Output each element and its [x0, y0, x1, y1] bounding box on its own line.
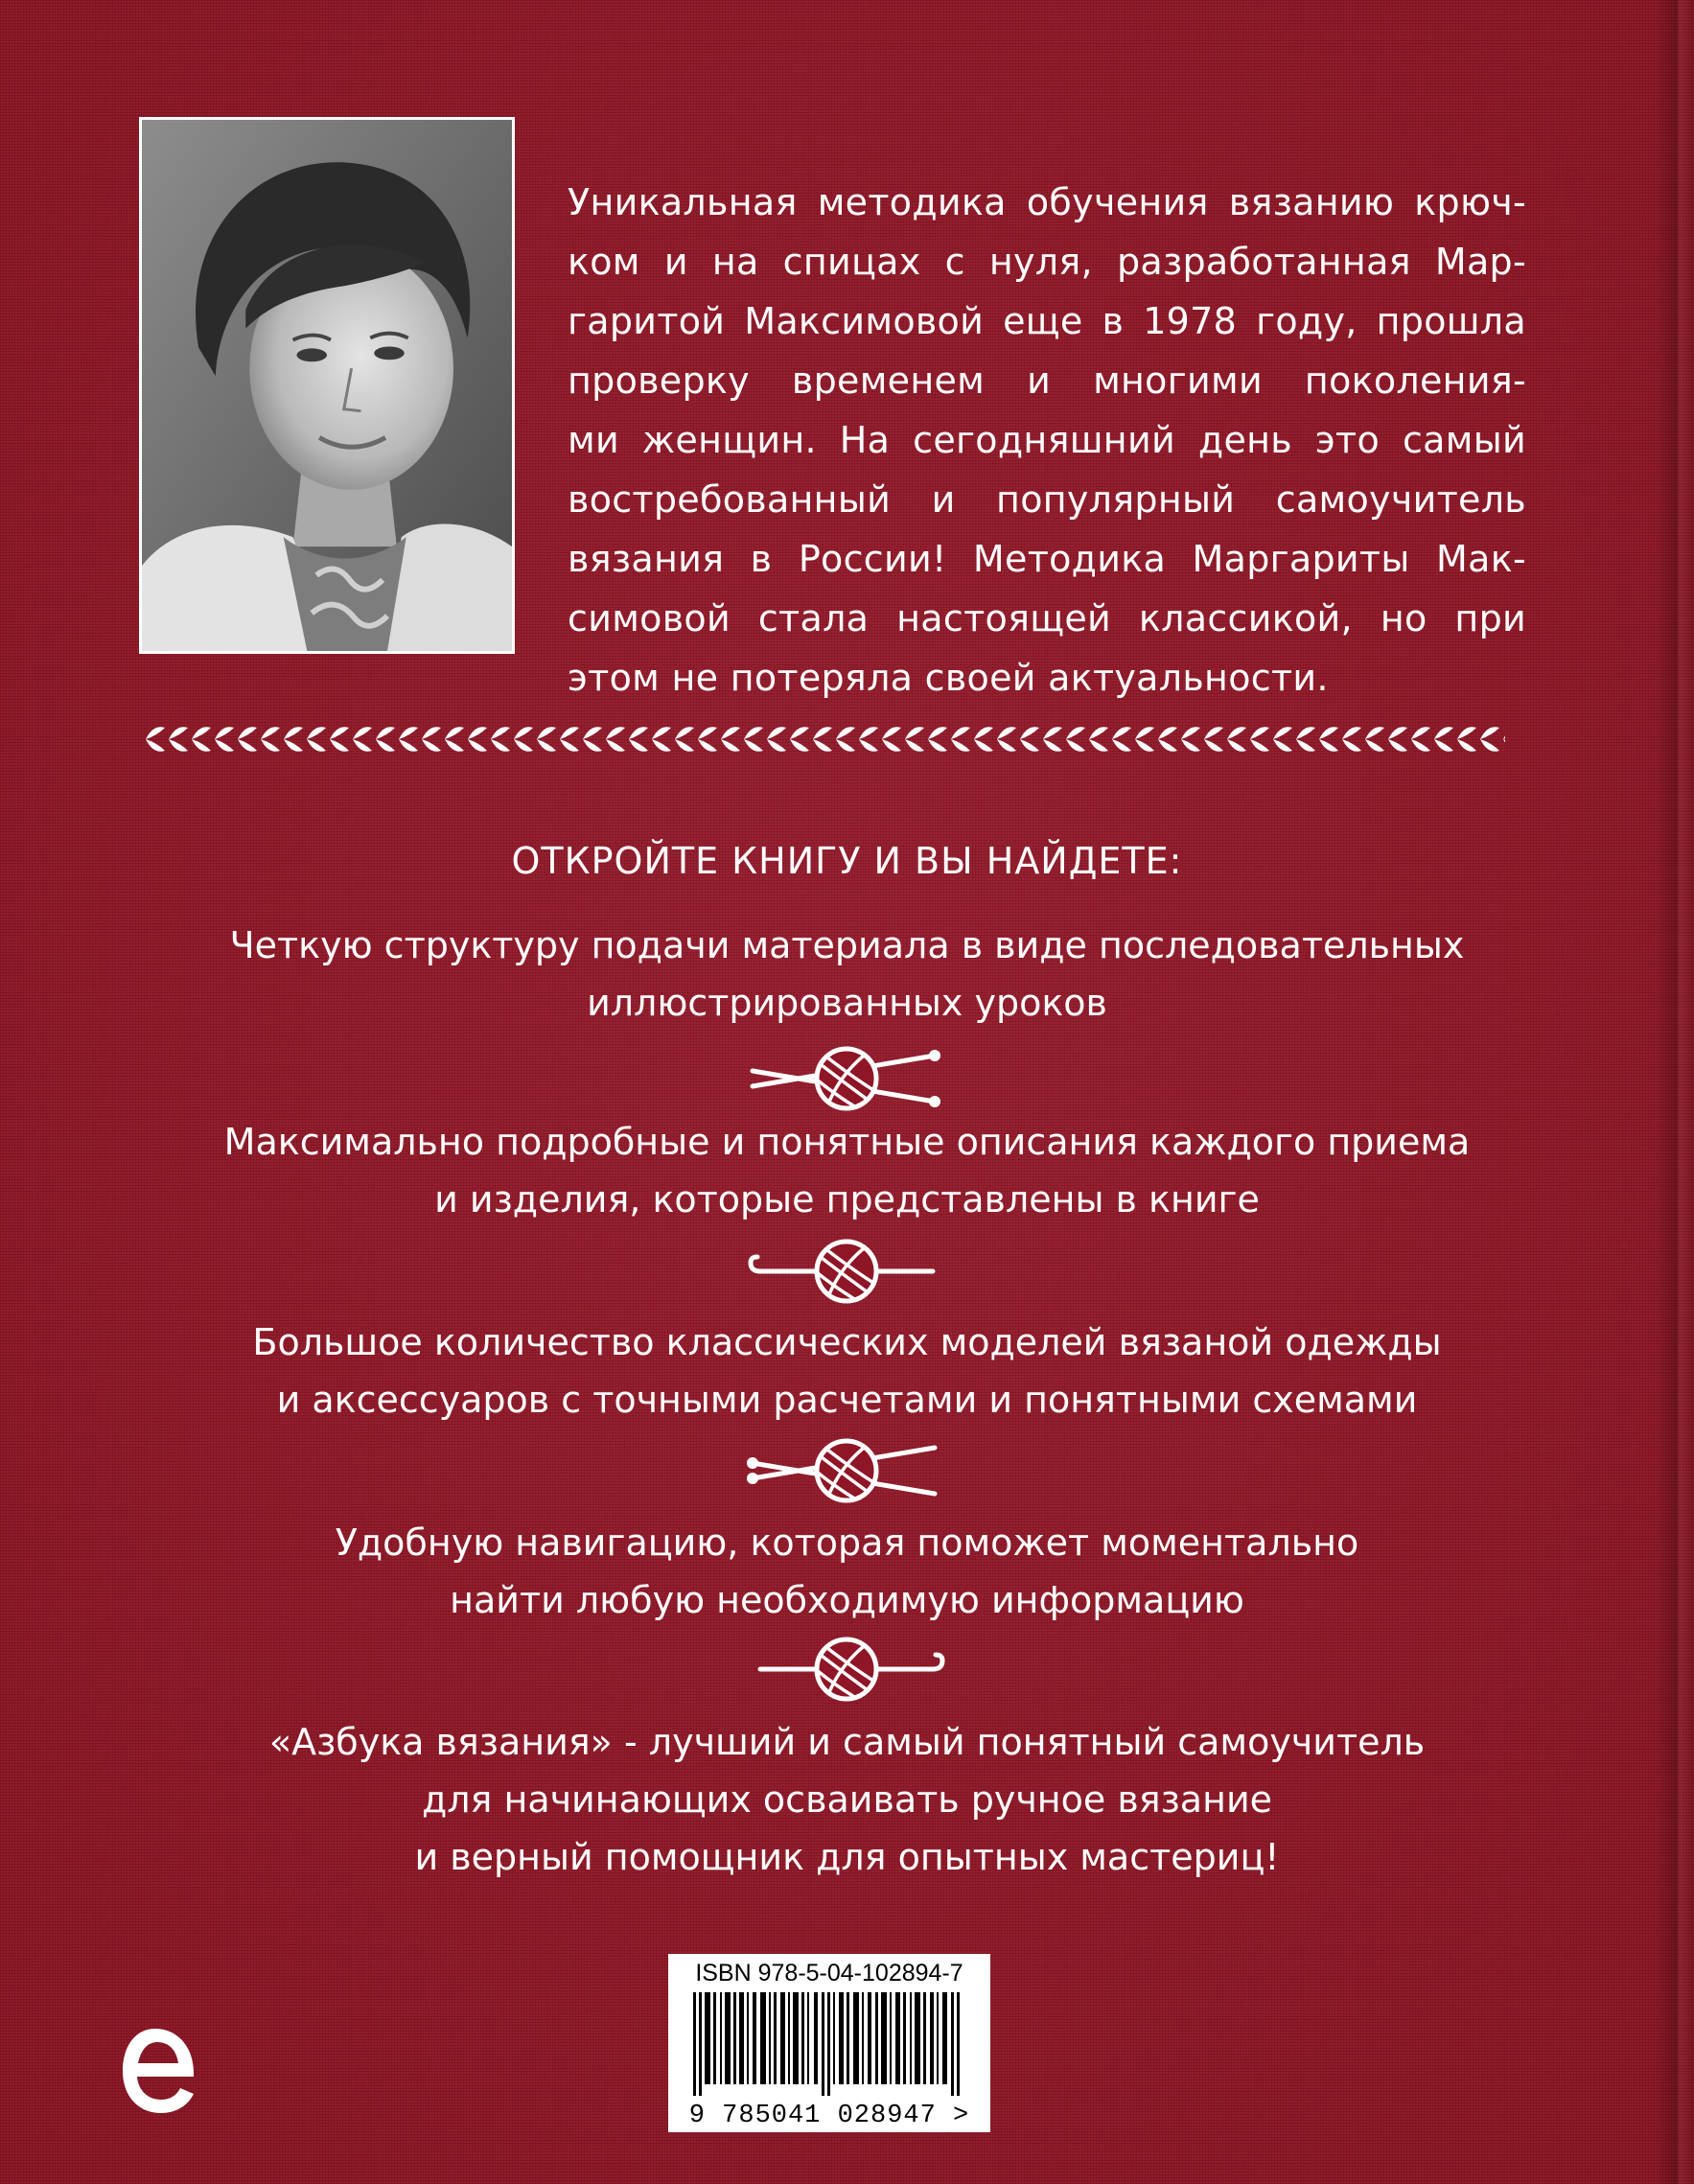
feature-line: для начинающих осваивать ручное вязание: [421, 1778, 1273, 1821]
feature-item: [0, 1313, 1694, 1429]
ean-digits: 9 785041 028947 >: [688, 2102, 970, 2130]
intro-line: Уникальная методика обучения вязанию крюч-: [568, 181, 1526, 223]
feature-line: Максимально подробные и понятные описания каждого приема: [223, 1121, 1471, 1163]
barcode: [668, 1954, 990, 2132]
feature-line: Удобную навигацию, которая поможет моментально: [335, 1522, 1359, 1564]
barcode-bars: [680, 1992, 977, 2096]
isbn-label: ISBN 978-5-04-102894-7: [695, 1960, 963, 1987]
feature-item: [0, 917, 1694, 1032]
feature-line: найти любую необходимую информацию: [450, 1579, 1244, 1621]
feature-line: и аксессуаров с точными расчетами и понятными схемами: [276, 1379, 1418, 1421]
intro-line: проверку временем и многими поколения-: [568, 360, 1526, 402]
yarn-hook-icon: [741, 1235, 952, 1308]
feature-line: и верный помощник для опытных мастериц!: [414, 1836, 1280, 1878]
intro-line: этом не потеряла своей актуальности.: [568, 657, 1329, 699]
feature-line: иллюстрированных уроков: [587, 982, 1107, 1024]
intro-line: гаритой Максимовой еще в 1978 году, прошла: [568, 300, 1526, 342]
intro-line: симовой стала настоящей классикой, но при: [568, 597, 1526, 639]
intro-line: ми женщин. На сегодняшний день это самый: [568, 419, 1526, 461]
feature-line: Большое количество классических моделей вязаной одежды: [252, 1321, 1442, 1363]
feature-line: и изделия, которые представлены в книге: [434, 1178, 1260, 1220]
yarn-needles-icon: [741, 1434, 952, 1507]
author-photo: [139, 117, 515, 654]
feature-line: «Азбука вязания» - лучший и самый понятный самоучитель: [268, 1721, 1426, 1763]
intro-line: востребованный и популярный самоучитель: [568, 478, 1526, 521]
author-portrait-image: [142, 120, 512, 651]
braid-divider-icon: [144, 720, 1505, 758]
publisher-logo-icon: [117, 2017, 201, 2123]
feature-item: [0, 1113, 1694, 1228]
feature-item: [0, 1514, 1694, 1629]
intro-paragraph: [568, 173, 1526, 708]
yarn-hook-icon: [741, 1633, 952, 1706]
section-heading: ОТКРОЙТЕ КНИГУ И ВЫ НАЙДЕТЕ:: [511, 840, 1183, 882]
intro-line: вязания в России! Методика Маргариты Мак-: [568, 538, 1526, 580]
intro-line: ком и на спицах с нуля, разработанная Мар-: [568, 241, 1526, 283]
yarn-needles-icon: [741, 1042, 952, 1115]
feature-item: [0, 1713, 1694, 1886]
feature-line: Четкую структуру подачи материала в виде последовательных: [229, 924, 1465, 966]
